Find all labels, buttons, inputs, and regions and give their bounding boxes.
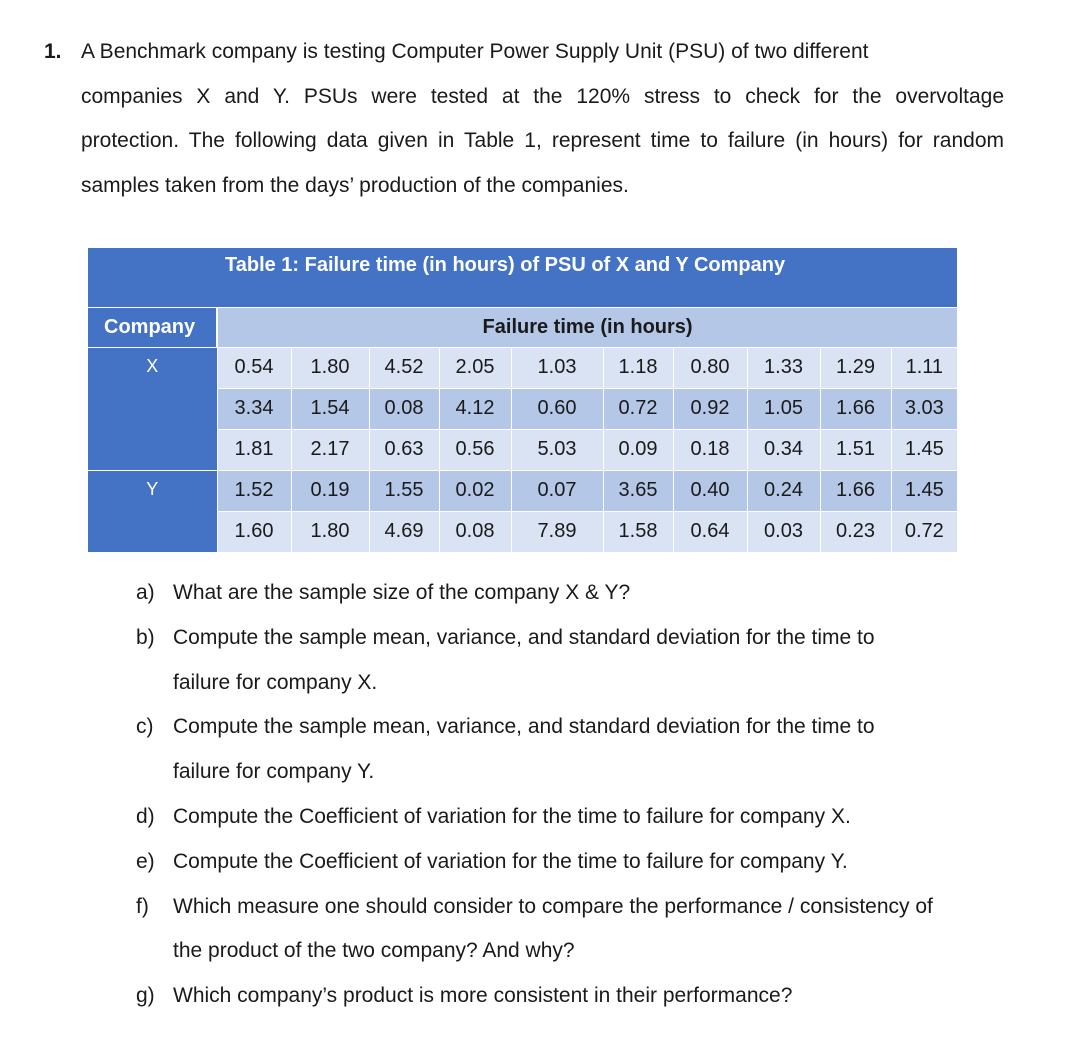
table-cell: 0.60 (511, 388, 603, 429)
question-1 (44, 30, 1004, 208)
company-label (88, 429, 217, 470)
sub-question-text: Which company’s product is more consistent in their performance? (173, 984, 793, 1008)
table-cell: 0.08 (369, 388, 439, 429)
sub-question-d (136, 795, 1006, 840)
table-cell: 1.80 (291, 347, 369, 388)
table-cell: 1.18 (603, 347, 673, 388)
table-cell: 1.33 (747, 347, 820, 388)
sub-question-text: Which measure one should consider to compare the performance / consistency of (173, 894, 933, 918)
sub-question-f (136, 885, 1006, 930)
sub-question-text: failure for company Y. (173, 760, 375, 784)
table-cell: 1.81 (217, 429, 291, 470)
table-cell: 0.54 (217, 347, 291, 388)
table-cell: 0.19 (291, 470, 369, 511)
table-cell: 1.29 (820, 347, 891, 388)
sub-question-text: Compute the sample mean, variance, and standard deviation for the time to (173, 715, 875, 739)
table-cell: 5.03 (511, 429, 603, 470)
table-cell: 1.60 (217, 511, 291, 552)
sub-question-b-continued (136, 661, 1006, 706)
table-cell: 1.58 (603, 511, 673, 552)
question-number: 1. (44, 40, 62, 63)
table-cell: 0.63 (369, 429, 439, 470)
table-cell: 0.72 (891, 511, 957, 552)
sub-question-list (136, 571, 1006, 1019)
failure-time-table (88, 248, 957, 552)
sub-question-b (136, 616, 1006, 661)
sub-question-c-continued (136, 750, 1006, 795)
table-cell: 0.72 (603, 388, 673, 429)
sub-question-e (136, 840, 1006, 885)
sub-question-letter: f) (136, 894, 149, 918)
question-line: companies X and Y. PSUs were tested at the 120% stress to check for the overvoltage (81, 84, 1004, 108)
table-cell: 1.55 (369, 470, 439, 511)
sub-question-a (136, 571, 1006, 616)
table-cell: 0.18 (673, 429, 747, 470)
table-cell: 2.05 (439, 347, 511, 388)
question-line: protection. The following data given in Table 1, represent time to failure (in hours) for random (81, 129, 1004, 152)
table-cell: 0.56 (439, 429, 511, 470)
table-cell: 0.40 (673, 470, 747, 511)
table-cell: 0.03 (747, 511, 820, 552)
table-cell: 1.45 (891, 470, 957, 511)
sub-question-c (136, 705, 1006, 750)
table-cell: 0.92 (673, 388, 747, 429)
sub-question-text: Compute the Coefficient of variation for the time to failure for company Y. (173, 849, 848, 873)
table-cell: 3.65 (603, 470, 673, 511)
sub-question-f-continued (136, 929, 1006, 974)
table-row (88, 388, 957, 429)
table-cell: 4.69 (369, 511, 439, 552)
sub-question-text: failure for company X. (173, 670, 378, 694)
table-row (88, 470, 957, 511)
table-row (88, 347, 957, 388)
sub-question-letter: c) (136, 715, 154, 739)
table-cell: 1.03 (511, 347, 603, 388)
table-row (88, 511, 957, 552)
table-cell: 0.08 (439, 511, 511, 552)
table-cell: 1.66 (820, 388, 891, 429)
table-cell: 4.12 (439, 388, 511, 429)
table-cell: 0.80 (673, 347, 747, 388)
table-cell: 7.89 (511, 511, 603, 552)
sub-question-letter: a) (136, 581, 155, 604)
table-cell: 0.02 (439, 470, 511, 511)
table-cell: 0.23 (820, 511, 891, 552)
table-cell: 1.52 (217, 470, 291, 511)
failure-time-header: Failure time (in hours) (217, 307, 957, 347)
sub-question-text: What are the sample size of the company X & Y? (173, 581, 631, 604)
table-cell: 1.05 (747, 388, 820, 429)
sub-question-text: the product of the two company? And why? (173, 939, 575, 963)
question-line (44, 30, 1004, 75)
table-cell: 1.66 (820, 470, 891, 511)
table-cell: 3.03 (891, 388, 957, 429)
company-column-header: Company (88, 307, 217, 347)
table-cell: 4.52 (369, 347, 439, 388)
company-label: Y (88, 470, 217, 511)
table-cell: 1.45 (891, 429, 957, 470)
table-cell: 3.34 (217, 388, 291, 429)
table-cell: 1.80 (291, 511, 369, 552)
table-cell: 0.24 (747, 470, 820, 511)
sub-question-text: Compute the sample mean, variance, and standard deviation for the time to (173, 625, 875, 649)
sub-question-text: Compute the Coefficient of variation for the time to failure for company X. (173, 804, 851, 828)
company-label (88, 511, 217, 552)
table-cell: 0.64 (673, 511, 747, 552)
table-cell: 1.54 (291, 388, 369, 429)
company-label (88, 388, 217, 429)
sub-question-letter: e) (136, 849, 155, 873)
table-cell: 0.09 (603, 429, 673, 470)
question-line: samples taken from the days’ production of the companies. (81, 173, 629, 197)
sub-question-letter: b) (136, 625, 155, 649)
table-cell: 1.51 (820, 429, 891, 470)
sub-question-g (136, 974, 1006, 1019)
company-label: X (88, 347, 217, 388)
table-cell: 0.34 (747, 429, 820, 470)
question-text: A Benchmark company is testing Computer Power Supply Unit (PSU) of two different (81, 40, 869, 63)
table-cell: 1.11 (891, 347, 957, 388)
table-caption: Table 1: Failure time (in hours) of PSU of X and Y Company (88, 248, 957, 307)
sub-question-letter: g) (136, 984, 155, 1008)
sub-question-letter: d) (136, 804, 155, 828)
table-cell: 2.17 (291, 429, 369, 470)
table-cell: 0.07 (511, 470, 603, 511)
table-row (88, 429, 957, 470)
